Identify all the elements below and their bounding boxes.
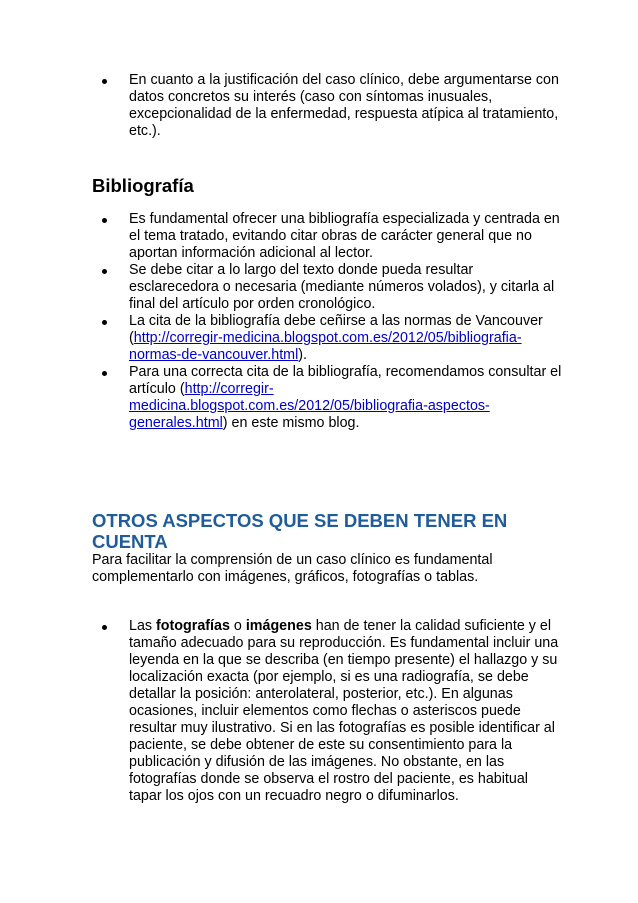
section-heading-bibliografia: Bibliografía: [92, 175, 194, 196]
otros-intro-paragraph: Para facilitar la comprensión de un caso clínico es fundamental complementarlo con imágenes, gráficos, fotografías o tablas.: [92, 552, 493, 585]
bullet-icon: [102, 320, 107, 325]
bullet-icon: [102, 218, 107, 223]
list-item: [92, 72, 562, 140]
list-item-text: Es fundamental ofrecer una bibliografía especializada y centrada en el tema tratado, evitando citar obras de carácter general que no aportan información adicional al lector.: [129, 211, 560, 261]
list-item-text: ) en este mismo blog.: [222, 415, 360, 431]
section-heading-otros-aspectos: OTROS ASPECTOS QUE SE DEBEN TENER EN CUENTA: [92, 510, 508, 552]
list-item: [92, 211, 562, 262]
list-item: [92, 313, 562, 364]
list-item-text: La cita de la bibliografía debe ceñirse a las normas de Vancouver (: [129, 313, 543, 346]
bullet-icon: [102, 625, 107, 630]
otros-list: [92, 618, 562, 805]
bullet-icon: [102, 371, 107, 376]
list-item-text: Para una correcta cita de la bibliografía, recomendamos consultar el artículo (: [129, 364, 562, 397]
list-item-text: Se debe citar a lo largo del texto donde pueda resultar esclarecedora o necesaria (mediante números volados), y citarla al final del artículo por orden cronológico.: [129, 262, 555, 312]
bullet-icon: [102, 269, 107, 274]
list-item-text: En cuanto a la justificación del caso clínico, debe argumentarse con datos concretos su interés (caso con síntomas inusuales, excepcionalidad de la enfermedad, respuesta atípica al tratamiento, etc.).: [129, 72, 559, 139]
list-item: [92, 618, 562, 805]
bold-term-fotografias: fotografías: [156, 618, 230, 634]
bullet-icon: [102, 79, 107, 84]
justification-list: [92, 72, 562, 140]
list-item-text: Las: [129, 618, 157, 634]
bold-term-imagenes: imágenes: [245, 618, 312, 634]
list-item: [92, 262, 562, 313]
bibliografia-list: [92, 211, 562, 432]
list-item-text: han de tener la calidad suficiente y el tamaño adecuado para su reproducción. Es fundamental incluir una leyenda en la que se describa (en tiempo presente) el hallazgo y su localización exacta (por ejemplo, si es una radiografía, se debe detallar la posición: anterolateral, posterior, etc.). En algunas ocasiones, incluir elementos como flechas o asteriscos puede resultar muy ilustrativo. Si en las fotografías es posible identificar al paciente, se debe obtener de este su consentimiento para la publicación y difusión de las imágenes. No obstante, en las fotografías donde se observa el rostro del paciente, es habitual tapar los ojos con un recuadro negro o difuminarlos.: [129, 618, 559, 804]
list-item-text: ).: [298, 347, 307, 363]
list-item: [92, 364, 562, 432]
list-item-text: o: [229, 618, 246, 634]
vancouver-link[interactable]: http://corregir-medicina.blogspot.com.es/2012/05/bibliografia-normas-de-vancouver.html: [129, 330, 522, 363]
aspectos-generales-link[interactable]: http://corregir-medicina.blogspot.com.es/2012/05/bibliografia-aspectos-generales.html: [129, 381, 490, 431]
